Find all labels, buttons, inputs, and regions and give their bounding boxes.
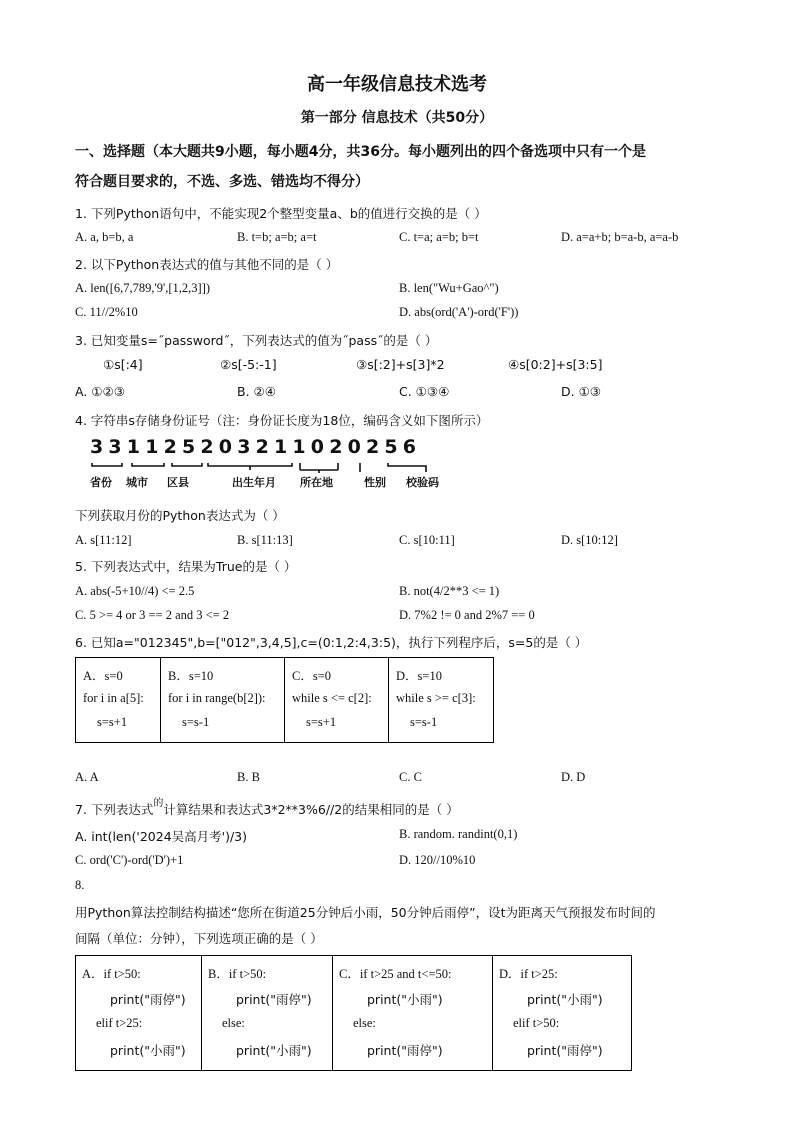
q3-stem: 3. 已知变量s=˝password˝，下列表达式的值为˝pass˝的是（ ） [75, 333, 438, 348]
q3-option-a: A. ①②③ [75, 384, 125, 399]
q6-option-d: D. D [561, 770, 586, 784]
q1-option-c: C. t=a; a=b; b=t [399, 230, 479, 244]
q8-cell-d-line1: D．if t>25: [499, 967, 558, 981]
q8-cell-a-line2: print("雨停") [110, 992, 186, 1007]
q3-item-4: ④s[0:2]+s[3:5] [508, 357, 603, 372]
q6-cell-b-line1: B．s=10 [168, 669, 214, 683]
q5-option-c: C. 5 >= 4 or 3 == 2 and 3 <= 2 [75, 608, 230, 622]
id-digit: 3 [108, 436, 122, 458]
q6-cell-c-line3: s=s+1 [306, 715, 337, 729]
q8-cell-c-line4: print("雨停") [367, 1043, 443, 1058]
q8-cell-c-line3: else: [353, 1016, 376, 1030]
q6-option-c: C. C [399, 770, 422, 784]
id-digit: 1 [126, 436, 141, 458]
q1-option-d: D. a=a+b; b=a-b, a=a-b [561, 230, 679, 244]
q6-cell-c-line2: while s <= c[2]: [292, 691, 372, 705]
q4-stem: 4. 字符串s存储身份证号（注：身份证长度为18位，编码含义如下图所示） [75, 413, 489, 428]
id-label-checksum: 校验码 [406, 476, 439, 489]
q6-cell-a-line2: for i in a[5]: [83, 691, 144, 705]
q4-stem2: 下列获取月份的Python表达式为（ ） [75, 508, 285, 523]
id-digit: 0 [218, 436, 233, 458]
q8-cell-d-line4: print("雨停") [527, 1043, 603, 1058]
q5-option-d: D. 7%2 != 0 and 2%7 == 0 [399, 608, 535, 622]
q7-option-a: A. int(len('2024吴高月考')/3) [75, 829, 248, 844]
q6-stem: 6. 已知a="012345",b=["012",3,4,5],c=(0:1,2:4,3:5)，执行下列程序后，s=5的是（ ） [75, 635, 588, 650]
q6-cell-c [285, 658, 388, 742]
q2-option-a: A. len([6,7,789,'9',[1,2,3]]) [75, 281, 211, 295]
id-digit: 1 [292, 436, 306, 458]
q6-option-b: B. B [237, 770, 260, 784]
q7-stem-part1: 7. 下列表达式 [75, 802, 154, 817]
q1-option-a: A. a, b=b, a [75, 230, 134, 244]
q8-stem-line1: 用Python算法控制结构描述“您所在街道25分钟后小雨，50分钟后雨停”，设t为距离天气预报发布时间的 [75, 905, 656, 920]
q6-cell-d-line1: D．s=10 [396, 669, 442, 683]
q6-cell-b-line2: for i in range(b[2]): [168, 691, 266, 705]
q8-cell-b-line4: print("小雨") [236, 1043, 312, 1058]
q2-option-d: D. abs(ord('A')-ord('F')) [399, 305, 519, 319]
q6-cell-a-line3: s=s+1 [97, 715, 128, 729]
section-heading-line1: 一、选择题（本大题共9小题，每小题4分，共36分。每小题列出的四个备选项中只有一个是 [75, 144, 646, 160]
q4-option-d: D. s[10:12] [561, 533, 618, 547]
id-digit: 0 [347, 436, 361, 458]
q3-option-b: B. ②④ [237, 384, 276, 399]
id-digit: 5 [384, 436, 398, 458]
id-label-city: 城市 [126, 476, 148, 489]
id-label-county: 区县 [167, 476, 189, 489]
q6-cell-a-line1: A．s=0 [83, 669, 123, 683]
q6-cell-b [161, 658, 284, 742]
q4-option-a: A. s[11:12] [75, 533, 132, 547]
id-digit: 2 [200, 436, 214, 458]
q8-cell-b [202, 956, 332, 1070]
q4-option-c: C. s[10:11] [399, 533, 455, 547]
q7-option-b: B. random. randint(0,1) [399, 827, 518, 841]
q8-cell-c [333, 956, 492, 1070]
q8-stem-line2: 间隔（单位：分钟），下列选项正确的是（ ） [75, 931, 323, 946]
q6-cell-d-line2: while s >= c[3]: [396, 691, 476, 705]
id-digit: 6 [402, 436, 417, 458]
q3-item-2: ②s[-5:-1] [220, 357, 277, 372]
q6-cell-c-line1: C．s=0 [292, 669, 332, 683]
q8-cell-d-line2: print("小雨") [527, 992, 603, 1007]
id-digit: 3 [237, 436, 251, 458]
q6-cell-d [389, 658, 493, 742]
q8-number: 8. [75, 878, 85, 892]
q8-cell-a-line3: elif t>25: [96, 1016, 143, 1030]
q6-cell-d-line3: s=s-1 [410, 715, 438, 729]
id-digit: 2 [163, 436, 177, 458]
id-digit: 0 [310, 436, 325, 458]
id-card-diagram [88, 436, 468, 492]
q5-stem: 5. 下列表达式中，结果为True的是（ ） [75, 559, 297, 574]
q7-stem [75, 800, 459, 818]
q4-option-b: B. s[11:13] [237, 533, 293, 547]
q1-stem: 1. 下列Python语句中，不能实现2个整型变量a、b的值进行交换的是（ ） [75, 206, 487, 221]
q8-cell-d [493, 956, 631, 1070]
q8-cell-b-line2: print("雨停") [236, 992, 312, 1007]
q7-option-c: C. ord('C')-ord('D')+1 [75, 853, 184, 867]
q3-option-c: C. ①③④ [399, 384, 450, 399]
q7-option-d: D. 120//10%10 [399, 853, 476, 867]
q5-option-b: B. not(4/2**3 <= 1) [399, 584, 500, 598]
q7-stem-part2: 计算结果和表达式3*2**3%6//2的结果相同的是（ ） [163, 802, 459, 817]
q5-option-a: A. abs(-5+10//4) <= 2.5 [75, 584, 195, 598]
q8-cell-a [76, 956, 201, 1070]
id-digit: 1 [274, 436, 288, 458]
q8-cell-c-line2: print("小雨") [367, 992, 443, 1007]
id-label-location: 所在地 [300, 476, 333, 489]
q8-cell-b-line3: else: [222, 1016, 245, 1030]
page-title: 高一年级信息技术选考 [307, 74, 487, 95]
id-digit: 2 [366, 436, 380, 458]
section-heading-line2: 符合题目要求的，不选、多选、错选均不得分） [75, 174, 369, 190]
q6-code-table [75, 657, 494, 743]
q6-cell-b-line3: s=s-1 [182, 715, 210, 729]
id-label-birth: 出生年月 [232, 476, 276, 489]
q2-stem: 2. 以下Python表达式的值与其他不同的是（ ） [75, 257, 339, 272]
q7-stem-superscript: 的 [153, 798, 164, 809]
id-digit: 3 [90, 436, 104, 458]
q3-option-d: D. ①③ [561, 384, 601, 399]
q8-cell-c-line1: C．if t>25 and t<=50: [339, 967, 452, 981]
q8-cell-d-line3: elif t>50: [513, 1016, 560, 1030]
q2-option-c: C. 11//2%10 [75, 305, 138, 319]
q8-code-table [75, 955, 632, 1071]
id-digit: 5 [182, 436, 196, 458]
q8-cell-a-line4: print("小雨") [110, 1043, 186, 1058]
q8-cell-b-line1: B．if t>50: [208, 967, 267, 981]
id-digit: 2 [329, 436, 343, 458]
id-label-gender: 性别 [364, 476, 386, 489]
q6-cell-a [76, 658, 160, 742]
page-subtitle: 第一部分 信息技术（共50分） [300, 110, 494, 126]
q3-item-1: ①s[:4] [103, 357, 143, 372]
id-digit: 1 [145, 436, 159, 458]
q3-item-3: ③s[:2]+s[3]*2 [356, 357, 445, 372]
q6-option-a: A. A [75, 770, 99, 784]
q2-option-b: B. len("Wu+Gao^") [399, 281, 499, 295]
id-label-province: 省份 [90, 476, 112, 489]
q1-option-b: B. t=b; a=b; a=t [237, 230, 317, 244]
id-digit: 2 [255, 436, 269, 458]
q8-cell-a-line1: A．if t>50: [82, 967, 141, 981]
